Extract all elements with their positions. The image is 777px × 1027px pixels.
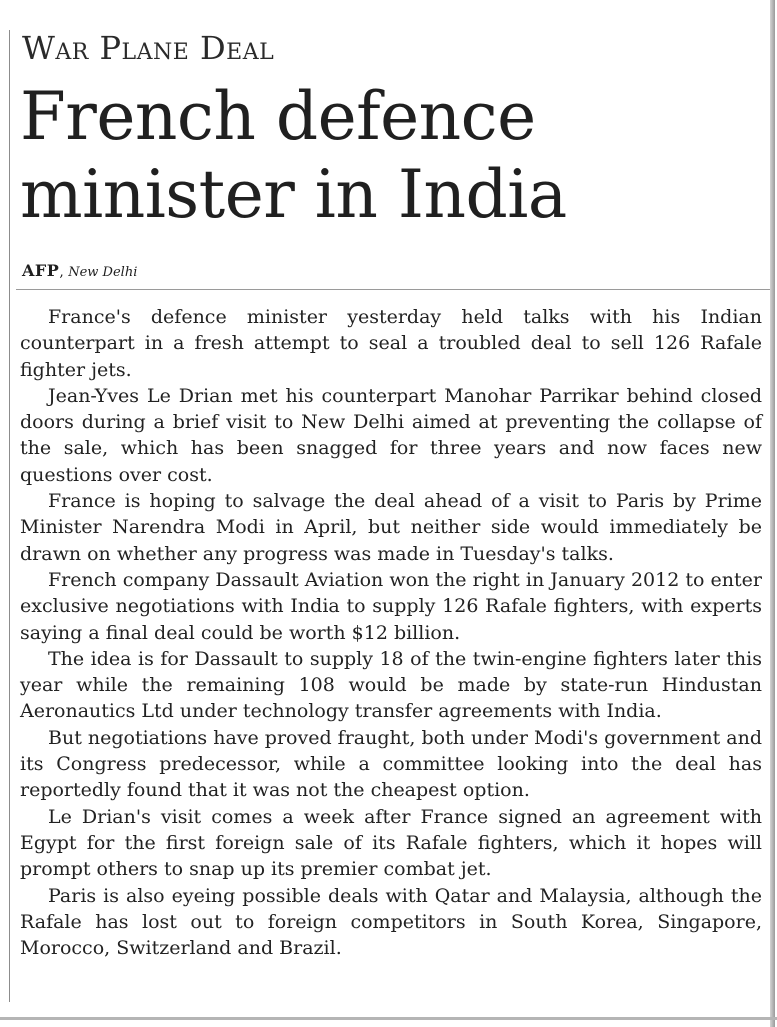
byline-agency: AFP [22, 261, 60, 280]
article-paragraph: France's defence minister yesterday held talks with his Indian counterpart in a fresh attempt to seal a troubled deal to sell 126 Rafale fighter jets. [20, 306, 762, 381]
headline: French defence minister in India [20, 78, 567, 233]
article-paragraph: Le Drian's visit comes a week after France signed an agreement with Egypt for the first foreign sale of its Rafale fighters, which it hopes will prompt others to snap up its premier combat jet. [20, 805, 762, 881]
article-paragraph: France is hoping to salvage the deal ahead of a visit to Paris by Prime Minister Narendra Modi in April, but neither side would immediately be drawn on whether any progress was made in Tuesday's talks. [20, 490, 762, 565]
left-column-rule [9, 30, 10, 1002]
article-paragraph: The idea is for Dassault to supply 18 of the twin-engine fighters later this year while the remaining 108 would be made by state-run Hindustan Aeronautics Ltd under technology transfer agreements with India. [20, 647, 762, 723]
article-paragraph: Paris is also eyeing possible deals with Qatar and Malaysia, although the Rafale has lost out to foreign competitors in South Korea, Singapore, Morocco, Switzerland and Brazil. [20, 884, 762, 960]
article-paragraph: Jean-Yves Le Drian met his counterpart Manohar Parrikar behind closed doors during a brief visit to New Delhi aimed at preventing the collapse of the sale, which has been snagged for three years and now faces new questions over cost. [20, 384, 762, 486]
article-paragraph: French company Dassault Aviation won the right in January 2012 to enter exclusive negotiations with India to supply 126 Rafale fighters, with experts saying a final deal could be worth $12 billion. [20, 568, 762, 644]
kicker: War Plane Deal [22, 29, 275, 67]
byline: AFP, New Delhi [22, 261, 138, 280]
bottom-page-edge [0, 1017, 777, 1020]
byline-place: New Delhi [68, 265, 138, 280]
byline-divider [16, 289, 770, 290]
article-body [20, 304, 762, 961]
article-paragraph: But negotiations have proved fraught, both under Modi's government and its Congress predecessor, while a committee looking into the deal has reportedly found that it was not the cheapest option. [20, 726, 762, 802]
